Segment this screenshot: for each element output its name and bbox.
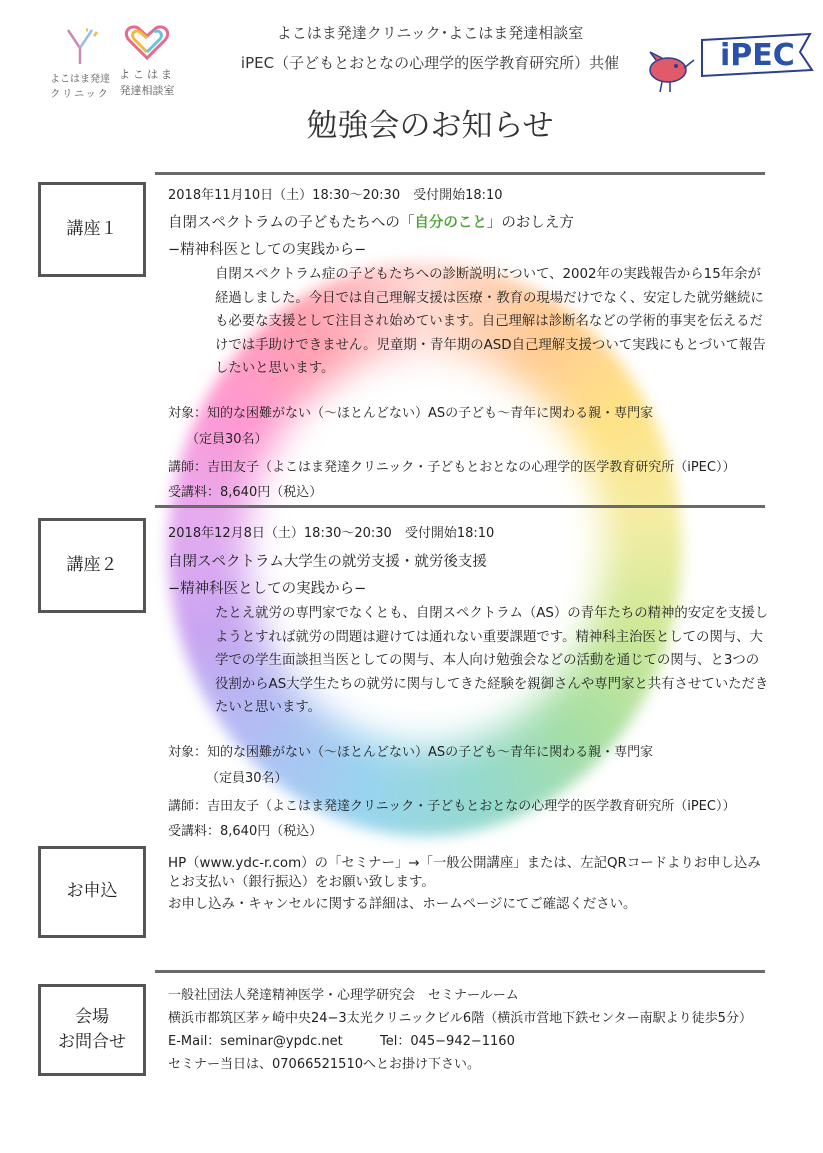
divider-venue (155, 970, 765, 973)
lecture1-target: 対象：知的な困難がない（〜ほとんどない）ASの子ども〜青年に関わる親・専門家 (168, 406, 654, 421)
heart-icon (112, 22, 182, 62)
lecture1-fee: 受講料：8,640円（税込） (168, 485, 323, 500)
lecture1-title-before: 自閉スペクトラムの子どもたちへの「 (168, 215, 415, 231)
venue-day-contact: セミナー当日は、07066521510へとお掛け下さい。 (168, 1057, 480, 1072)
lecture2-target: 対象：知的な困難がない（〜ほとんどない）ASの子ども〜青年に関わる親・専門家 (168, 745, 654, 760)
ipec-logo (640, 30, 815, 100)
application-text-2: お申し込み・キャンセルに関する詳細は、ホームページにてご確認ください。 (168, 897, 637, 912)
lecture1-title (168, 211, 574, 232)
clinic-y-icon (50, 26, 110, 66)
venue-label-2: お問合せ (58, 1032, 126, 1052)
clinic-logo-text-1: よこはま発達 (50, 74, 110, 85)
lecture1-datetime: 2018年11月10日（土）18:30〜20:30 受付開始18:10 (168, 188, 503, 203)
lecture1-description: 自閉スペクトラム症の子どもたちへの診断説明について、2002年の実践報告から15年余が経過しました。今日では自己理解支援は医療・教育の現場だけでなく、安定した就労継続にも必要な支援として注目され始めています。自己理解は診断名などの学術的事実を伝えるだけでは手助けできません。児童期・青年期のASD自己理解支援ついて実践にもとづいて報告したいと思います。 (215, 267, 766, 376)
lecture2-subtitle: −精神科医としての実践から− (168, 581, 367, 597)
lecture2-lecturer: 講師：吉田友子（よこはま発達クリニック・子どもとおとなの心理学的医学教育研究所（iPEC）） (168, 799, 736, 814)
application-text-1: HP（www.ydc-r.com）の「セミナー」→「一般公開講座」または、左記QRコードよりお申し込みとお支払い（銀行振込）をお願い致します。 (168, 856, 761, 890)
lecture2-label: 講座２ (66, 554, 118, 575)
lecture1-lecturer: 講師：吉田友子（よこはま発達クリニック・子どもとおとなの心理学的医学教育研究所（iPEC）） (168, 460, 736, 475)
divider-top (155, 172, 765, 175)
venue-label-1: 会場 (75, 1006, 109, 1027)
lecture2-title: 自閉スペクトラム大学生の就労支援・就労後支援 (168, 554, 487, 570)
soudan-logo-text-1: よこはま (119, 68, 175, 81)
venue-address: 横浜市都筑区茅ヶ崎中央24−3太光クリニックビル6階（横浜市営地下鉄センター南駅より徒歩5分） (168, 1011, 752, 1026)
lecture2-fee: 受講料：8,640円（税込） (168, 824, 323, 839)
lecture1-title-after: 」のおしえ方 (486, 215, 574, 231)
lecture2-description: たとえ就労の専門家でなくとも、自閉スペクトラム（AS）の青年たちの精神的安定を支援しようとすれば就労の問題は避けては通れない重要課題です。精神科主治医としての関与、大学での学生面談担当医としての関与、本人向け勉強会などの活動を通じての関与、と3つの役割からAS大学生たちの就労に関与してきた経験を親御さんや専門家と共有させていただきたいと思います。 (215, 606, 769, 715)
divider-lecture2 (155, 505, 765, 508)
clinic-logo (50, 26, 110, 100)
host-line-2: iPEC（子どもとおとなの心理学的医学教育研究所）共催 (240, 54, 620, 72)
ipec-logo-text: iPEC (720, 38, 795, 73)
venue-email: E-Mail：seminar@ypdc.net (168, 1034, 343, 1049)
lecture1-capacity: （定員30名） (186, 432, 268, 447)
lecture2-label-box (38, 518, 146, 613)
venue-org: 一般社団法人発達精神医学・心理学研究会 セミナールーム (168, 988, 519, 1003)
venue-tel: Tel：045−942−1160 (380, 1034, 515, 1049)
lecture2-capacity: （定員30名） (206, 771, 288, 786)
lecture2-datetime: 2018年12月8日（土）18:30〜20:30 受付開始18:10 (168, 526, 495, 541)
lecture1-subtitle: −精神科医としての実践から− (168, 242, 367, 258)
venue-label-box (38, 984, 146, 1076)
host-line-1: よこはま発達クリニック･よこはま発達相談室 (276, 24, 584, 42)
lecture1-title-highlight: 自分のこと (414, 215, 487, 231)
soudan-logo (112, 22, 182, 97)
application-label-box (38, 846, 146, 938)
lecture1-label-box (38, 182, 146, 277)
lecture1-label: 講座１ (66, 218, 118, 239)
clinic-logo-text-2: クリニック (50, 89, 110, 100)
soudan-logo-text-2: 発達相談室 (119, 84, 175, 97)
application-label: お申込 (66, 881, 118, 902)
page-title: 勉強会のお知らせ (306, 108, 554, 144)
